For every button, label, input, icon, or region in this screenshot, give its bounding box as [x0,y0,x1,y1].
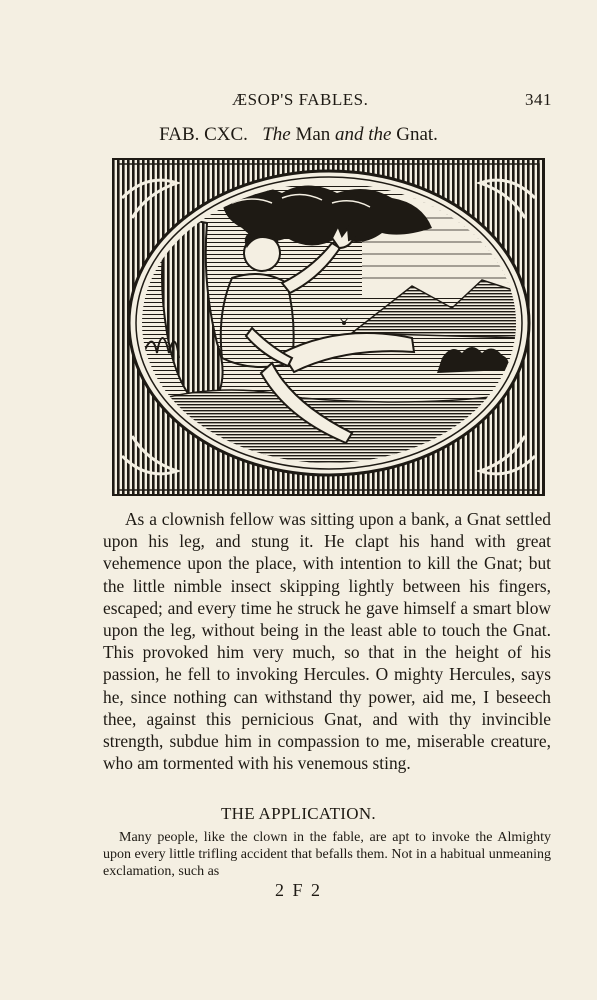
fable-title-man: Man [295,124,331,145]
fable-body-text [103,508,551,774]
fable-title-gnat: Gnat. [396,124,438,145]
printer-signature: 2 F 2 [274,880,322,900]
application-paragraph: Many people, like the clown in the fable, are apt to invoke the Almighty upon every little trifling accident that befalls them. Not in a habitual unmeaning exclamation, such as [103,830,551,879]
running-title: ÆSOP'S FABLES. [232,90,369,109]
fable-title [0,124,597,146]
application-text [103,829,551,880]
fable-title-the: The [262,124,291,145]
fable-body-paragraph: As a clownish fellow was sitting upon a bank, a Gnat settled upon his leg, and stung it. He clapt his hand with great vehemence upon the place, with intention to kill the Gnat; but the little nimble insect skipping lightly between his fingers, escaped; and every time he struck he gave himself a smart blow upon the leg, without being in the least able to touch the Gnat. This provoked him very much, so that in the height of his passion, he fell to invoking Hercules. O mighty Hercules, says he, since nothing can withstand thy power, aid me, I beseech thee, against this pernicious Gnat, and with thy invincible strength, subdue him in compassion to me, miserable creature, who am tormented with his venemous sting. [103,509,551,774]
page-number: 341 [525,90,552,109]
woodcut-illustration [112,158,545,496]
fable-title-and-the: and the [335,124,392,145]
fable-label: FAB. CXC. [159,124,248,145]
application-heading: THE APPLICATION. [221,804,376,823]
